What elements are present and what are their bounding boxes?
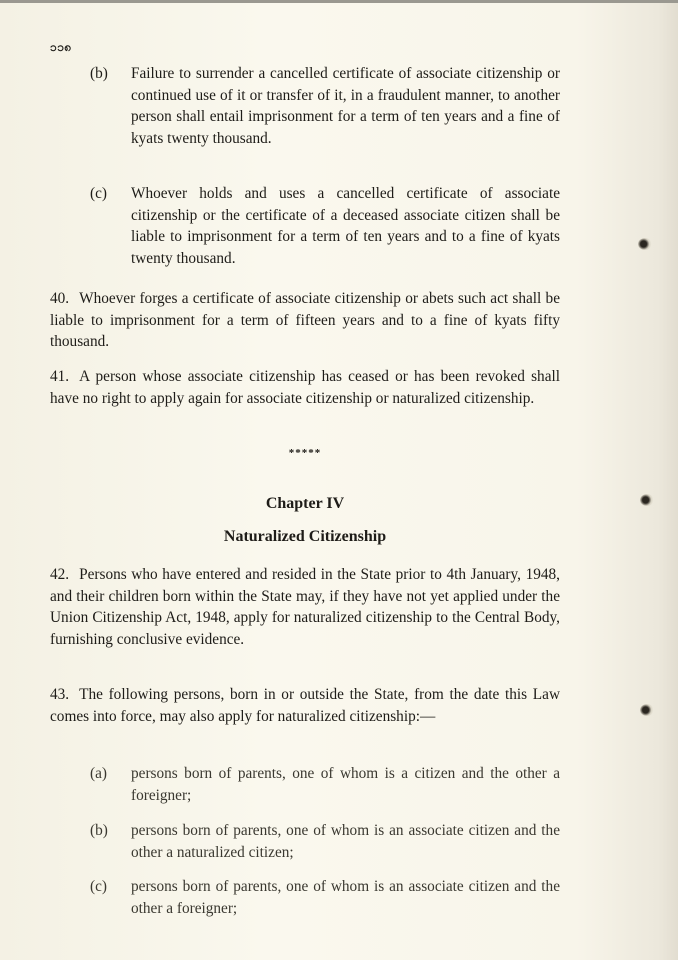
section-40	[50, 288, 560, 353]
sub-text: Failure to surrender a cancelled certificate of associate citizenship or continued use of it or transfer of it, in a fraudulent manner, to another person shall entail imprisonment for a term of ten years and a fine of kyats twenty thousand.	[131, 65, 560, 147]
chapter-title: Chapter IV	[265, 495, 345, 512]
section-number: 42.	[50, 566, 70, 583]
separator: *****	[288, 447, 322, 459]
section-number: 43.	[50, 686, 70, 703]
binding-hole-icon	[640, 704, 654, 716]
binding-hole-icon	[640, 494, 654, 506]
section-43-b	[90, 820, 560, 863]
section-39-c	[90, 183, 560, 269]
sub-text: persons born of parents, one of whom is a citizen and the other a foreigner;	[131, 765, 560, 804]
sub-label: (c)	[90, 185, 107, 202]
section-text: A person whose associate citizenship has ceased or has been revoked shall have no right to apply again for associate citizenship or naturalized citizenship.	[50, 368, 560, 407]
sub-text: persons born of parents, one of whom is an associate citizen and the other a naturalized citizen;	[131, 822, 560, 861]
sub-label: (b)	[90, 822, 108, 839]
chapter-subtitle: Naturalized Citizenship	[223, 528, 387, 545]
section-43	[50, 684, 560, 727]
section-text: Whoever forges a certificate of associate citizenship or abets such act shall be liable to imprisonment for a term of fifteen years and to a fine of kyats fifty thousand.	[50, 290, 560, 350]
sub-label: (c)	[90, 878, 107, 895]
section-41	[50, 366, 560, 409]
page-number: ၁၁၈	[50, 40, 72, 54]
section-43-c	[90, 876, 560, 919]
section-42	[50, 564, 560, 650]
sub-text: persons born of parents, one of whom is an associate citizen and the other a foreigner;	[131, 878, 560, 917]
section-text: The following persons, born in or outside the State, from the date this Law comes into force, may also apply for naturalized citizenship:—	[50, 686, 560, 725]
sub-text: Whoever holds and uses a cancelled certificate of associate citizenship or the certificate of a deceased associate citizen shall be liable to imprisonment for a term of ten years and to a fine of kyats twenty thousand.	[131, 185, 560, 267]
section-number: 41.	[50, 368, 70, 385]
sub-label: (b)	[90, 65, 108, 82]
section-43-a	[90, 763, 560, 806]
scan-edge	[0, 0, 678, 3]
section-number: 40.	[50, 290, 70, 307]
section-text: Persons who have entered and resided in the State prior to 4th January, 1948, and their children born within the State may, if they have not yet applied under the Union Citizenship Act, 1948, apply for naturalized citizenship to the Central Body, furnishing conclusive evidence.	[50, 566, 560, 648]
sub-label: (a)	[90, 765, 107, 782]
binding-hole-icon	[638, 238, 652, 250]
section-39-b	[90, 63, 560, 149]
